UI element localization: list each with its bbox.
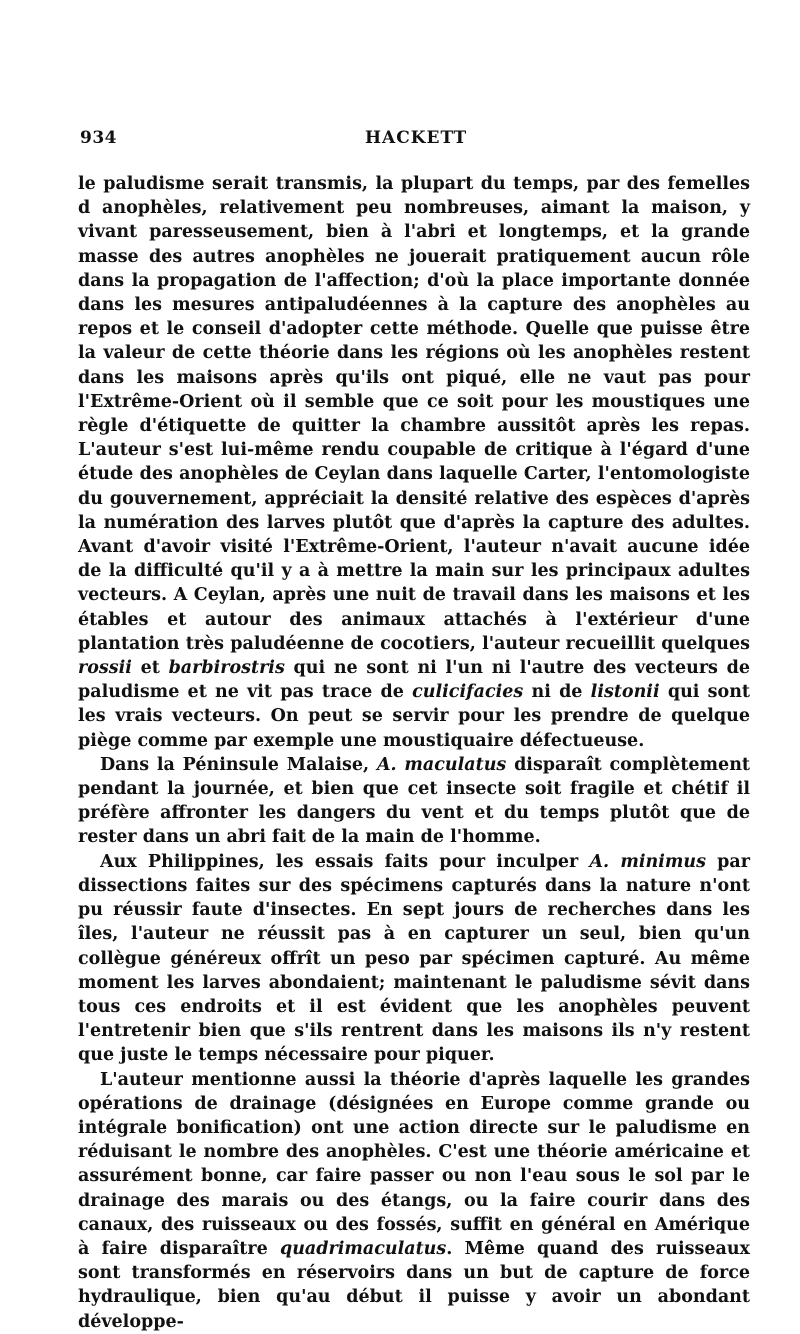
italic-term: A. minimus bbox=[589, 851, 706, 872]
text-run: le paludisme serait transmis, la plupart du temps, par des femelles d anophèles, relativement peu nombreuses, aimant la maison, y vivant paresseusement, bien à l'abri et longtemps, et la grande masse des autres anophèles ne jouerait pratiquement aucun rôle dans la propagation de l'affection; d'où la place importante donnée dans les mesures antipaludéennes à la capture des anophèles au repos et le conseil d'adopter cette méthode. Quelle que puisse être la valeur de cette théorie dans les régions où les anophèles restent dans les maisons après qu'ils ont piqué, elle ne vaut pas pour l'Extrême-Orient où il semble que ce soit pour les moustiques une règle d'étiquette de quitter la chambre aussitôt après les repas. L'auteur s'est lui-même rendu coupable de critique à l'égard d'une étude des anophèles de Ceylan dans laquelle Carter, l'entomologiste du gouvernement, appréciait la densité relative des espèces d'après la numération des larves plutôt que d'après la capture des adultes. Avant d'avoir visité l'Extrême-Orient, l'auteur n'avait aucune idée de la difficulté qu'il y a à mettre la main sur les principaux adultes vecteurs. A Ceylan, après une nuit de travail dans les maisons et les étables et autour des animaux attachés à l'extérieur d'une plantation très paludéenne de cocotiers, l'auteur recueillit quelques bbox=[78, 174, 750, 654]
paragraph bbox=[78, 172, 750, 753]
text-run: Dans la Péninsule Malaise, bbox=[100, 754, 377, 775]
page-header bbox=[80, 128, 750, 152]
text-run: qui ne sont ni l'un ni l'autre des vecteurs de paludisme et ne vit pas trace de bbox=[78, 658, 750, 703]
text-run: et bbox=[131, 658, 169, 679]
text-run: disparaît complètement pendant la journée, et bien que cet insecte soit fragile et chétif il préfère affronter les dangers du vent et du temps plutôt que de rester dans un abri fait de la main de l'homme. bbox=[78, 754, 750, 848]
paragraph bbox=[78, 850, 750, 1068]
text-run: . Même quand des ruisseaux sont transformés en réservoirs dans un but de capture de force hydraulique, bien qu'au début il puisse y avoir un abondant développe- bbox=[78, 1238, 750, 1332]
italic-term: quadrimaculatus bbox=[279, 1238, 447, 1259]
text-run: qui sont les vrais vecteurs. On peut se servir pour les prendre de quelque piège comme par exemple une moustiquaire défectueuse. bbox=[78, 682, 750, 751]
page-number: 934 bbox=[80, 128, 117, 148]
text-run: ni de bbox=[523, 682, 591, 703]
italic-term: A. maculatus bbox=[376, 754, 507, 775]
italic-term: barbirostris bbox=[168, 658, 285, 679]
body-text bbox=[78, 172, 750, 1334]
italic-term: listonii bbox=[590, 682, 660, 703]
text-run: L'auteur mentionne aussi la théorie d'après laquelle les grandes opérations de drainage (désignées en Europe comme grande ou intégrale bonification) ont une action directe sur le paludisme en réduisant le nombre des anophèles. C'est une théorie américaine et assurément bonne, car faire passer ou non l'eau sous le sol par le drainage des marais ou des étangs, ou la faire courir dans des canaux, des ruisseaux ou des fossés, suffit en général en Amérique à faire disparaître bbox=[78, 1069, 750, 1259]
paragraph bbox=[78, 753, 750, 850]
text-run: Aux Philippines, les essais faits pour inculper bbox=[100, 851, 590, 872]
paragraph bbox=[78, 1068, 750, 1334]
italic-term: rossii bbox=[78, 658, 132, 679]
text-run: par dissections faites sur des spécimens capturés dans la nature n'ont pu réussir faute d'insectes. En sept jours de recherches dans les îles, l'auteur ne réussit pas à en capturer un seul, bien qu'un collègue généreux offrît un peso par spécimen capturé. Au même moment les larves abondaient; maintenant le paludisme sévit dans tous ces endroits et il est évident que les anophèles peuvent l'entretenir bien que s'ils rentrent dans les maisons ils n'y restent que juste le temps nécessaire pour piquer. bbox=[78, 851, 750, 1066]
running-head: HACKETT bbox=[365, 128, 468, 148]
italic-term: culicifacies bbox=[412, 682, 524, 703]
